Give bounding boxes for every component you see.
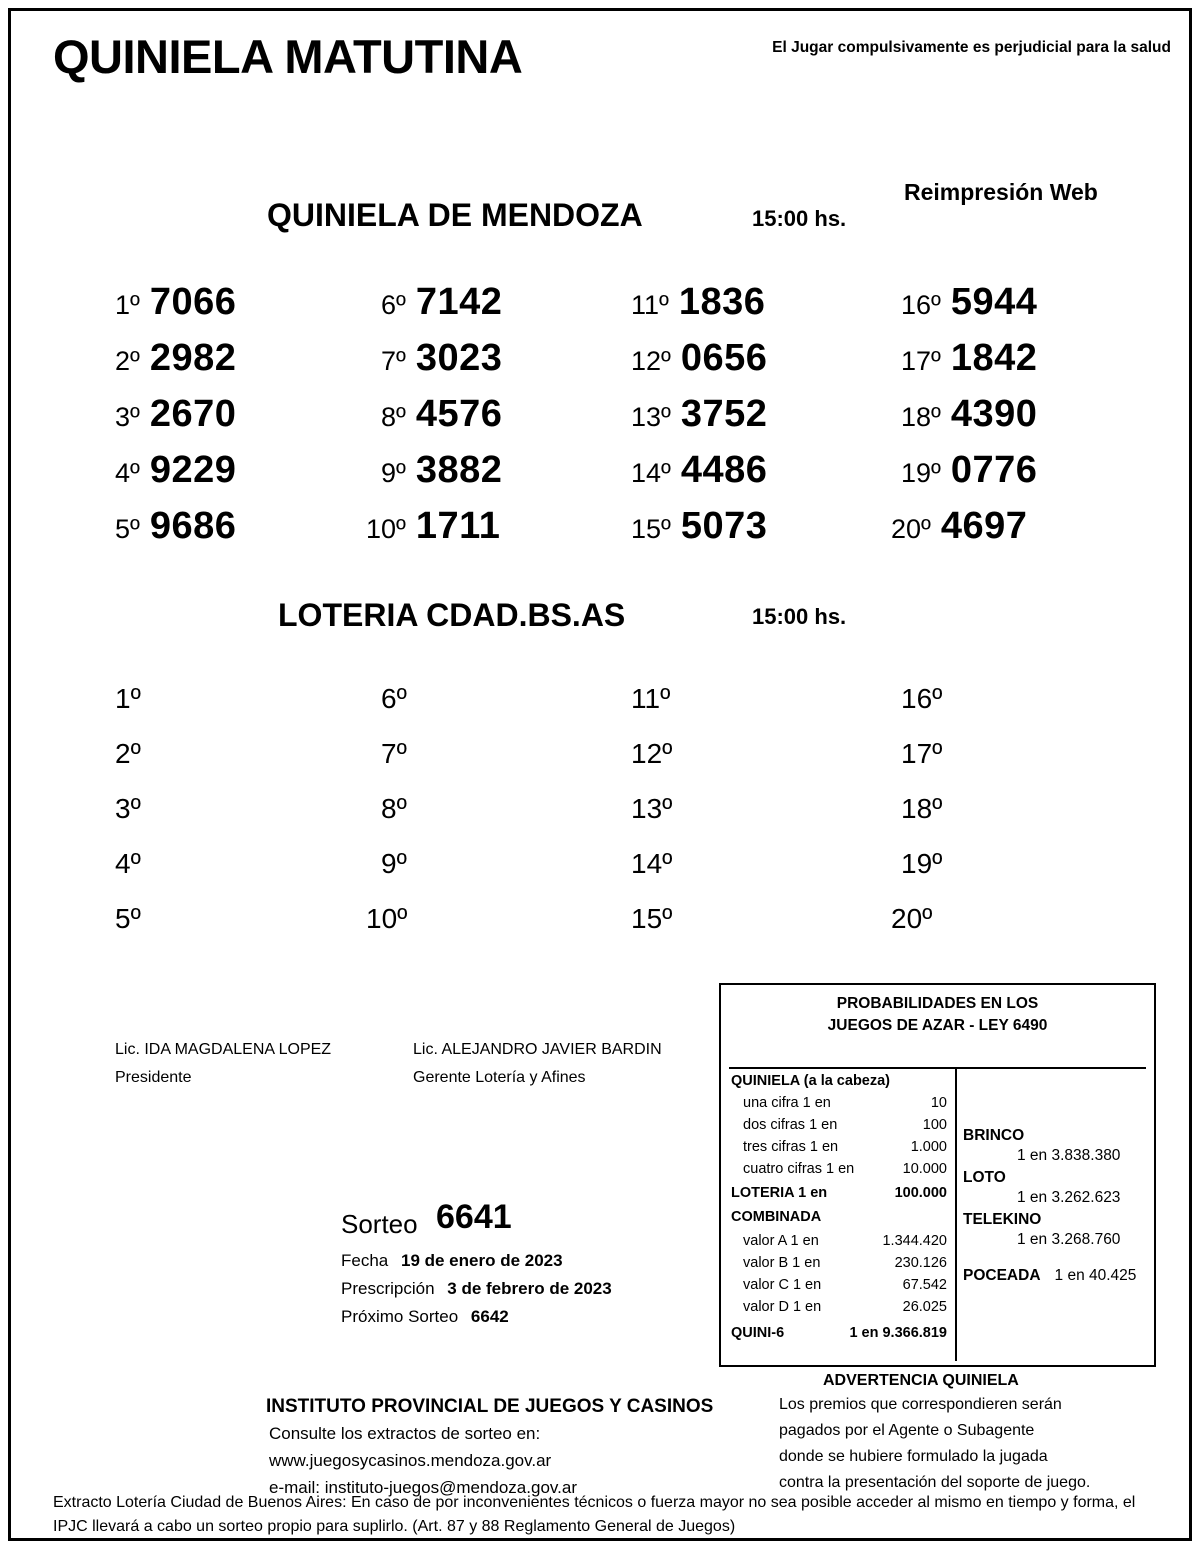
prob-odds-label: 1 en 3.262.623 bbox=[1017, 1189, 1121, 1206]
result-position: 6º bbox=[381, 290, 406, 320]
result-cell bbox=[381, 281, 502, 324]
result-position: 18º bbox=[901, 402, 941, 432]
result-cell bbox=[631, 505, 767, 548]
result-cell bbox=[631, 449, 767, 492]
prob-odds-label: 1 en 3.838.380 bbox=[1017, 1147, 1121, 1164]
institute-title: INSTITUTO PROVINCIAL DE JUEGOS Y CASINOS bbox=[266, 1396, 714, 1417]
result-position: 11º bbox=[631, 683, 671, 714]
result-number: 3023 bbox=[415, 337, 503, 379]
prob-label: valor C 1 en bbox=[743, 1277, 822, 1293]
result-position: 16º bbox=[901, 290, 941, 320]
result-position: 9º bbox=[381, 458, 406, 488]
result-cell bbox=[115, 505, 236, 548]
results-grid-mendoza bbox=[11, 281, 1189, 561]
prob-value: 1.344.420 bbox=[882, 1233, 947, 1249]
advertencia-title: ADVERTENCIA QUINIELA bbox=[823, 1372, 1019, 1389]
result-number: 2670 bbox=[149, 393, 237, 435]
result-cell bbox=[366, 505, 500, 548]
proximo-sorteo-value: 6642 bbox=[470, 1307, 509, 1326]
result-position: 14º bbox=[631, 458, 671, 488]
result-cell bbox=[115, 337, 236, 380]
result-position: 4º bbox=[115, 848, 141, 879]
result-position: 20º bbox=[891, 514, 931, 544]
advertencia-line: Los premios que correspondieren serán bbox=[779, 1396, 1062, 1413]
result-position: 19º bbox=[901, 848, 943, 879]
result-cell bbox=[115, 449, 236, 492]
result-position: 5º bbox=[115, 514, 140, 544]
result-position: 16º bbox=[901, 683, 943, 714]
result-cell bbox=[901, 848, 952, 880]
proximo-sorteo-row bbox=[341, 1307, 509, 1327]
result-cell bbox=[366, 903, 417, 935]
prob-game-odds bbox=[1017, 1189, 1120, 1207]
institute-website[interactable]: www.juegosycasinos.mendoza.gov.ar bbox=[269, 1451, 552, 1470]
probabilities-title-line2: JUEGOS DE AZAR - LEY 6490 bbox=[827, 1017, 1048, 1035]
sorteo-number: 6641 bbox=[436, 1198, 512, 1236]
result-position: 9º bbox=[381, 848, 407, 879]
result-cell bbox=[115, 903, 151, 935]
prob-game-name bbox=[963, 1127, 1024, 1145]
reprint-label: Reimpresión Web bbox=[904, 179, 1098, 205]
prob-label: LOTERIA 1 en bbox=[731, 1185, 828, 1201]
probabilities-title bbox=[721, 993, 1154, 1038]
draw-header-bsas bbox=[11, 597, 1189, 643]
result-position: 7º bbox=[381, 346, 406, 376]
signature-name-1: Lic. IDA MAGDALENA LOPEZ bbox=[115, 1041, 332, 1058]
result-position: 10º bbox=[366, 903, 408, 934]
result-position: 3º bbox=[115, 793, 141, 824]
result-number: 1711 bbox=[415, 505, 501, 547]
draw-time-mendoza: 15:00 hs. bbox=[752, 206, 847, 231]
prob-game-label: LOTO bbox=[963, 1169, 1006, 1186]
prob-value: 230.126 bbox=[894, 1255, 947, 1271]
page-header bbox=[11, 21, 1189, 91]
advertencia-line: contra la presentación del soporte de juego. bbox=[779, 1474, 1091, 1491]
result-position: 13º bbox=[631, 793, 673, 824]
result-cell bbox=[901, 281, 1037, 324]
result-position: 17º bbox=[901, 738, 943, 769]
result-position: 8º bbox=[381, 402, 406, 432]
prob-game-label: TELEKINO bbox=[963, 1211, 1042, 1228]
result-cell bbox=[891, 505, 1027, 548]
result-number: 4576 bbox=[415, 393, 503, 435]
prob-game-odds bbox=[1017, 1231, 1120, 1249]
fecha-row bbox=[341, 1251, 563, 1271]
probabilities-right-column bbox=[959, 1069, 1148, 1361]
prob-label: QUINIELA (a la cabeza) bbox=[731, 1073, 891, 1089]
result-number: 0776 bbox=[950, 449, 1038, 491]
result-number: 3752 bbox=[680, 393, 768, 435]
result-position: 7º bbox=[381, 738, 407, 769]
prescripcion-row bbox=[341, 1279, 612, 1299]
result-cell bbox=[381, 848, 417, 880]
result-number: 7066 bbox=[149, 281, 237, 323]
prob-value: 10.000 bbox=[902, 1161, 947, 1177]
result-cell bbox=[115, 393, 236, 436]
prob-label: dos cifras 1 en bbox=[743, 1117, 838, 1133]
fecha-label: Fecha bbox=[341, 1251, 389, 1270]
page-title: QUINIELA MATUTINA bbox=[53, 30, 523, 83]
draw-header-mendoza bbox=[11, 179, 1189, 243]
gambling-warning: El Jugar compulsivamente es perjudicial para la salud bbox=[772, 39, 1171, 56]
prob-value: 1.000 bbox=[910, 1139, 947, 1155]
result-cell bbox=[631, 903, 682, 935]
result-number: 9686 bbox=[149, 505, 237, 547]
result-position: 1º bbox=[115, 290, 140, 320]
result-cell bbox=[381, 738, 417, 770]
result-number: 2982 bbox=[149, 337, 237, 379]
results-grid-bsas bbox=[11, 683, 1189, 963]
advertencia-line: pagados por el Agente o Subagente bbox=[779, 1422, 1035, 1439]
result-number: 3882 bbox=[415, 449, 503, 491]
result-number: 4697 bbox=[940, 505, 1028, 547]
prob-label: cuatro cifras 1 en bbox=[743, 1161, 855, 1177]
prob-game-odds bbox=[1017, 1147, 1120, 1165]
result-position: 3º bbox=[115, 402, 140, 432]
result-cell bbox=[381, 449, 502, 492]
page-content bbox=[11, 11, 1189, 1538]
result-cell bbox=[631, 793, 682, 825]
prob-game-label: BRINCO bbox=[963, 1127, 1025, 1144]
prob-value: 1 en 9.366.819 bbox=[849, 1325, 947, 1341]
prob-value: 26.025 bbox=[902, 1299, 947, 1315]
prob-label: valor A 1 en bbox=[743, 1233, 819, 1249]
result-number: 9229 bbox=[149, 449, 237, 491]
result-cell bbox=[901, 393, 1037, 436]
result-cell bbox=[631, 848, 682, 880]
fecha-value: 19 de enero de 2023 bbox=[400, 1251, 563, 1270]
result-cell bbox=[115, 848, 151, 880]
result-cell bbox=[381, 393, 502, 436]
probabilities-title-line1: PROBABILIDADES EN LOS bbox=[836, 995, 1039, 1012]
result-position: 14º bbox=[631, 848, 673, 879]
result-position: 15º bbox=[631, 903, 673, 934]
result-number: 1842 bbox=[950, 337, 1038, 379]
result-number: 1836 bbox=[678, 281, 766, 323]
result-position: 12º bbox=[631, 346, 671, 376]
result-cell bbox=[381, 793, 417, 825]
result-position: 2º bbox=[115, 738, 141, 769]
result-position: 18º bbox=[901, 793, 943, 824]
result-cell bbox=[631, 683, 680, 715]
result-position: 11º bbox=[631, 290, 669, 320]
result-number: 5944 bbox=[950, 281, 1038, 323]
prob-game-name bbox=[963, 1169, 1006, 1187]
prob-label: valor D 1 en bbox=[743, 1299, 822, 1315]
result-position: 12º bbox=[631, 738, 673, 769]
result-position: 6º bbox=[381, 683, 407, 714]
prob-label: QUINI-6 bbox=[731, 1325, 785, 1341]
result-cell bbox=[901, 337, 1037, 380]
sorteo-label: Sorteo bbox=[341, 1209, 418, 1239]
result-number: 4486 bbox=[680, 449, 768, 491]
prob-value: 100 bbox=[922, 1117, 947, 1133]
advertencia-line: donde se hubiere formulado la jugada bbox=[779, 1448, 1048, 1465]
result-position: 15º bbox=[631, 514, 671, 544]
result-number: 5073 bbox=[680, 505, 768, 547]
result-cell bbox=[631, 281, 765, 324]
result-cell bbox=[631, 393, 767, 436]
proximo-sorteo-label: Próximo Sorteo bbox=[341, 1307, 459, 1326]
result-position: 17º bbox=[901, 346, 941, 376]
result-cell bbox=[631, 337, 767, 380]
result-cell bbox=[381, 683, 417, 715]
prob-odds-label: 1 en 3.268.760 bbox=[1017, 1231, 1121, 1248]
result-position: 19º bbox=[901, 458, 941, 488]
result-position: 8º bbox=[381, 793, 407, 824]
institute-email[interactable]: e-mail: instituto-juegos@mendoza.gov.ar bbox=[269, 1478, 577, 1497]
prob-label: valor B 1 en bbox=[743, 1255, 821, 1271]
prob-value: 67.542 bbox=[902, 1277, 947, 1293]
result-cell bbox=[115, 793, 151, 825]
result-number: 0656 bbox=[680, 337, 768, 379]
institute-line: Consulte los extractos de sorteo en: bbox=[269, 1424, 541, 1443]
draw-title-mendoza: QUINIELA DE MENDOZA bbox=[267, 197, 643, 233]
result-position: 4º bbox=[115, 458, 140, 488]
prob-label: tres cifras 1 en bbox=[743, 1139, 839, 1155]
result-number: 4390 bbox=[950, 393, 1038, 435]
prob-value: 100.000 bbox=[894, 1185, 947, 1201]
result-cell bbox=[901, 793, 952, 825]
signature-role-1: Presidente bbox=[115, 1069, 192, 1086]
prob-game-name bbox=[963, 1267, 1136, 1285]
draw-title-bsas: LOTERIA CDAD.BS.AS bbox=[278, 597, 626, 633]
prob-value: 10 bbox=[930, 1095, 947, 1111]
prob-label: una cifra 1 en bbox=[743, 1095, 831, 1111]
result-cell bbox=[115, 683, 151, 715]
result-position: 5º bbox=[115, 903, 141, 934]
result-cell bbox=[381, 337, 502, 380]
result-position: 10º bbox=[366, 514, 406, 544]
footnote-text: Extracto Lotería Ciudad de Buenos Aires: En caso de por inconvenientes técnicos o fuerza mayor no sea posible acceder al mismo en tiempo y forma, el IPJC llevará a cabo un sorteo propio para suplirlo. (Art. 87 y 88 Reglamento General de Juegos) bbox=[53, 1494, 1136, 1535]
prob-game-name bbox=[963, 1211, 1041, 1229]
result-cell bbox=[631, 738, 682, 770]
signature-name-2: Lic. ALEJANDRO JAVIER BARDIN bbox=[413, 1041, 662, 1058]
result-cell bbox=[115, 738, 151, 770]
result-cell bbox=[901, 738, 952, 770]
result-position: 13º bbox=[631, 402, 671, 432]
result-position: 2º bbox=[115, 346, 140, 376]
probabilities-left-column bbox=[729, 1069, 957, 1361]
prob-label: COMBINADA bbox=[731, 1209, 822, 1225]
result-position: 20º bbox=[891, 903, 933, 934]
page-border bbox=[8, 8, 1192, 1541]
signature-role-2: Gerente Lotería y Afines bbox=[413, 1069, 586, 1086]
result-number: 7142 bbox=[415, 281, 503, 323]
prob-game-label: POCEADA bbox=[963, 1267, 1041, 1284]
prob-odds-label: 1 en 40.425 bbox=[1054, 1267, 1137, 1284]
probabilities-box bbox=[719, 983, 1156, 1367]
result-cell bbox=[115, 281, 236, 324]
result-position: 1º bbox=[115, 683, 141, 714]
prescripcion-value: 3 de febrero de 2023 bbox=[447, 1279, 612, 1298]
result-cell bbox=[891, 903, 942, 935]
prescripcion-label: Prescripción bbox=[341, 1279, 435, 1298]
draw-time-bsas: 15:00 hs. bbox=[752, 604, 847, 629]
result-cell bbox=[901, 683, 952, 715]
result-cell bbox=[901, 449, 1037, 492]
